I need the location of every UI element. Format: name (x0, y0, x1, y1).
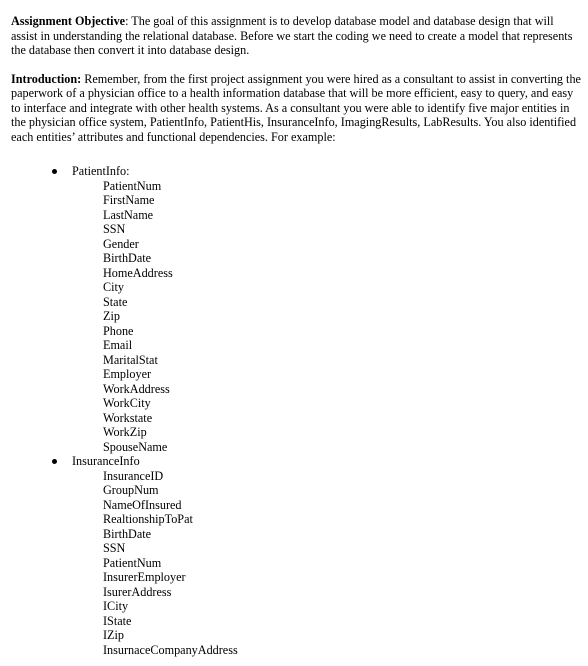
attribute-item: BirthDate (103, 526, 152, 541)
attribute-item: SpouseName (103, 439, 168, 454)
introduction-paragraph (11, 72, 581, 145)
attribute-item: LastName (103, 207, 154, 222)
entity-name: InsuranceInfo (72, 454, 140, 468)
attribute-item: ICity (103, 599, 129, 613)
attribute-item: IState (103, 613, 132, 628)
attribute-item: InsurnaceCompanyAddress (103, 642, 238, 657)
attribute-item: Workstate (103, 410, 153, 425)
attribute-item: WorkAddress (103, 381, 170, 396)
attribute-item: InsuranceID (103, 468, 164, 483)
attribute-item: FirstName (103, 193, 155, 207)
attribute-item: Zip (103, 309, 120, 323)
objective-text: : The goal of this assignment is to develop database model and database design that will assist in understanding the relational database. Before we start the coding we need to create a model that represents the database then convert it into database design. (11, 14, 573, 57)
bullet-icon (52, 459, 57, 464)
entity-item-insuranceinfo (11, 454, 581, 657)
attribute-item: HomeAddress (103, 265, 173, 280)
attribute-item: Phone (103, 323, 134, 338)
attribute-list (11, 179, 581, 455)
entity-name: PatientInfo: (72, 164, 130, 178)
entity-list (11, 164, 581, 657)
document-page (11, 14, 581, 657)
attribute-item: Email (103, 338, 133, 352)
attribute-item: IsurerAddress (103, 584, 172, 599)
attribute-item: WorkZip (103, 425, 147, 439)
attribute-item: RealtionshipToPat (103, 512, 193, 526)
introduction-text: Remember, from the first project assignment you were hired as a consultant to assist in converting the paperwork of a physician office to a health information database that will be more efficient, easy to query, and easy to interface and integrate with other health systems. As a consultant you were able to identify five major entities in the physician office system, PatientInfo, PatientHis, InsuranceInfo, ImagingResults, LabResults. You also identified each entities’ attributes and functional dependencies. For example: (11, 71, 581, 144)
attribute-item: InsurerEmployer (103, 570, 186, 584)
attribute-item: BirthDate (103, 251, 152, 265)
attribute-item: SSN (103, 222, 126, 236)
attribute-item: NameOfInsured (103, 497, 182, 512)
objective-paragraph (11, 14, 581, 58)
attribute-item: MaritalStat (103, 352, 158, 367)
attribute-item: WorkCity (103, 396, 151, 410)
attribute-item: SSN (103, 541, 126, 555)
attribute-item: GroupNum (103, 483, 159, 497)
attribute-item: State (103, 294, 128, 309)
attribute-list (11, 469, 581, 658)
entity-item-patientinfo (11, 164, 581, 454)
objective-label: Assignment Objective (11, 14, 126, 28)
attribute-item: PatientNum (103, 178, 162, 193)
attribute-item: Gender (103, 236, 139, 251)
attribute-item: City (103, 280, 124, 294)
attribute-item: Employer (103, 367, 152, 381)
attribute-item: IZip (103, 628, 124, 642)
bullet-icon (52, 169, 57, 174)
attribute-item: PatientNum (103, 555, 162, 570)
introduction-label: Introduction: (11, 71, 82, 86)
